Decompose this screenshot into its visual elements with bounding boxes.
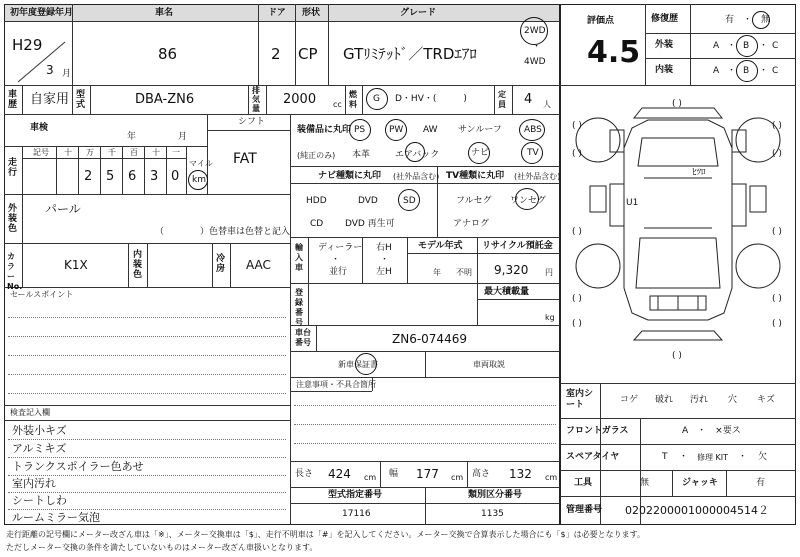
management-label: 管理番号 bbox=[566, 505, 603, 515]
color-label: 外装色 bbox=[8, 204, 18, 234]
capacity-value: 4 bbox=[524, 92, 533, 107]
jack-label: ジャッキ bbox=[682, 478, 718, 488]
displacement-value: 2000 bbox=[283, 92, 317, 107]
interior-color-label: 内装色 bbox=[133, 250, 143, 280]
model-label: 型式 bbox=[76, 90, 86, 110]
reg-slash bbox=[10, 24, 70, 84]
fuel-label: 燃料 bbox=[349, 90, 357, 109]
navi-hdd: HDD bbox=[306, 196, 327, 206]
shaken-year: 年 bbox=[127, 132, 137, 142]
equip-tv: TV bbox=[527, 148, 539, 158]
tv-sub: (社外品含む) bbox=[514, 172, 561, 181]
tv-oneseg: ワンセグ bbox=[510, 196, 547, 206]
displacement-label: 排気量 bbox=[252, 86, 260, 113]
spare-label: スペアタイヤ bbox=[566, 452, 620, 462]
digit-4: 3 bbox=[150, 169, 159, 184]
score-label: 評価点 bbox=[587, 16, 615, 26]
chassis-label: 車台番号 bbox=[295, 328, 311, 347]
tools-value: 無 bbox=[640, 478, 650, 488]
equip-ps: PS bbox=[354, 125, 366, 135]
color-note: （ ）色替車は色替と記入 bbox=[155, 227, 291, 237]
notes-label: 注意事項・不具合箇所 bbox=[296, 380, 376, 389]
chassis-value: ZN6-074469 bbox=[392, 332, 467, 346]
jack-value: 有 bbox=[756, 478, 766, 488]
doors-label: ドア bbox=[268, 8, 286, 18]
equip-pw: PW bbox=[389, 125, 404, 135]
month-unit: 月 bbox=[62, 69, 72, 79]
max-load-label: 最大積載量 bbox=[484, 287, 530, 297]
ac-label: 冷房 bbox=[216, 254, 226, 274]
navi-sub: (社外品含む) bbox=[393, 172, 440, 181]
exterior-label: 外装 bbox=[655, 40, 674, 50]
repair-selected-circle bbox=[752, 11, 770, 29]
inspector-item: トランクスポイラー色あせ bbox=[12, 460, 144, 473]
import-left: 左H bbox=[376, 267, 392, 277]
registration-label: 登録番号 bbox=[295, 288, 303, 327]
diagram-mark: ( ) bbox=[772, 294, 782, 304]
diagram-mark: ( ) bbox=[672, 351, 682, 361]
equip-abs: ABS bbox=[524, 125, 542, 135]
interior-label: 内装 bbox=[655, 65, 674, 75]
inspector-item: シートしわ bbox=[12, 494, 67, 507]
unit-ju: 十 bbox=[152, 148, 160, 157]
digit-2: 5 bbox=[106, 169, 115, 184]
model-value: DBA-ZN6 bbox=[135, 92, 195, 107]
equip-aw: AW bbox=[423, 125, 438, 135]
inspector-label: 検査記入欄 bbox=[10, 408, 50, 417]
navi-sd: SD bbox=[403, 196, 416, 206]
inspector-item: 外装小キズ bbox=[12, 424, 67, 437]
equip-navi: ナビ bbox=[471, 148, 490, 158]
inspector-item: ルームミラー気泡 bbox=[12, 511, 100, 524]
color-code-value: K1X bbox=[64, 258, 88, 272]
diagram-mark: ( ) bbox=[572, 121, 582, 131]
glass-value: A ・ ×要ス bbox=[682, 426, 741, 436]
warranty-new: 新車保証書 bbox=[338, 360, 378, 369]
unit-sen: 千 bbox=[108, 148, 116, 157]
diagram-mark: ( ) bbox=[772, 319, 782, 329]
color-value: パール bbox=[45, 202, 81, 216]
diagram-mark: ( ) bbox=[572, 319, 582, 329]
equip-leather: 本革 bbox=[352, 150, 371, 160]
navi-dvd: DVD bbox=[358, 196, 378, 206]
unit-man: 万 bbox=[86, 148, 94, 157]
equip-airbag: エアバック bbox=[395, 150, 440, 160]
car-name: 86 bbox=[158, 45, 178, 63]
glass-label: フロントガラス bbox=[566, 426, 629, 436]
mile-label: マイル bbox=[189, 159, 213, 168]
footer-line-1: 走行距離の記号欄にメーター改ざん車は「※」、メーター交換車は「$」、走行不明車は「#」を記入してください。メーター交換で合算表示した場合にも「$」は必要となります。 bbox=[6, 530, 645, 539]
type-number-label: 型式指定番号 bbox=[328, 490, 383, 500]
sales-point-label: セールスポイント bbox=[10, 290, 74, 299]
diagram-mark: ( ) bbox=[572, 227, 582, 237]
class-number-value: 1135 bbox=[481, 509, 504, 519]
cc-unit: cc bbox=[333, 100, 342, 109]
tv-analog: アナログ bbox=[453, 219, 490, 229]
repair-label: 修復歴 bbox=[651, 14, 679, 24]
repair-options: 有 ・ 無 bbox=[725, 15, 771, 25]
model-year-unknown: 不明 bbox=[456, 268, 472, 277]
grade-value: GTﾘﾐﾃｯﾄﾞ／TRDｴｱﾛ bbox=[343, 45, 477, 63]
digit-1: 2 bbox=[84, 169, 93, 184]
import-label: 輸入車 bbox=[295, 243, 303, 272]
diagram-mark: ( ) bbox=[672, 99, 682, 109]
seat-label: 室内シート bbox=[566, 389, 594, 410]
inspector-item: 室内汚れ bbox=[12, 477, 56, 490]
category-label: 車歴 bbox=[8, 90, 18, 110]
diagram-mark: ( ) bbox=[572, 149, 582, 159]
import-dealer: ディーラー bbox=[318, 243, 363, 253]
length-value: 424 bbox=[328, 467, 351, 481]
navi-label: ナビ種類に丸印 bbox=[318, 171, 382, 181]
height-label: 高さ bbox=[472, 469, 491, 479]
tv-fullseg: フルセグ bbox=[456, 196, 492, 206]
unit-hyaku: 百 bbox=[130, 148, 138, 157]
model-year-label: モデル年式 bbox=[418, 241, 463, 251]
unit-ichi: 一 bbox=[172, 148, 180, 157]
inspector-item: アルミキズ bbox=[12, 442, 67, 455]
equipment-label: 装備品に丸印 bbox=[297, 125, 352, 135]
tools-label: 工具 bbox=[574, 478, 593, 488]
equip-sunroof: サンルーフ bbox=[458, 125, 502, 135]
digit-5: 0 bbox=[171, 169, 180, 184]
doors-value: 2 bbox=[271, 45, 281, 63]
capacity-unit: 人 bbox=[543, 100, 551, 109]
length-label: 長さ bbox=[295, 469, 314, 479]
diagram-annotation: ﾋﾂﾛ bbox=[692, 168, 706, 178]
width-label: 幅 bbox=[389, 469, 399, 479]
yen-unit: 円 bbox=[545, 268, 553, 277]
unit-symbol: 記号 bbox=[33, 148, 49, 157]
era-year: H29 bbox=[12, 36, 43, 54]
score-value: 4.5 bbox=[587, 35, 641, 70]
category-value: 自家用 bbox=[30, 92, 70, 107]
car-name-label: 車名 bbox=[155, 8, 174, 18]
shape-value: CP bbox=[298, 45, 318, 63]
recycle-value: 9,320 bbox=[494, 263, 529, 277]
shift-value: FAT bbox=[233, 151, 257, 167]
car-diagram bbox=[562, 88, 794, 378]
ac-value: AAC bbox=[246, 258, 271, 272]
first-reg-label: 初年度登録年月 bbox=[10, 8, 74, 18]
diagram-mark: ( ) bbox=[572, 294, 582, 304]
drive-4wd: 4WD bbox=[524, 57, 546, 67]
km-label: km bbox=[192, 175, 206, 185]
footer-line-2: ただしメーター交換の条件を満たしていないものはメーター改ざん車扱いとなります。 bbox=[6, 543, 318, 552]
class-number-label: 類別区分番号 bbox=[468, 490, 523, 500]
diagram-mark: ( ) bbox=[772, 227, 782, 237]
mileage-label: 走行 bbox=[8, 158, 18, 178]
shape-label: 形状 bbox=[302, 8, 321, 18]
reg-month: 3 bbox=[46, 63, 54, 77]
import-parallel: 並行 bbox=[329, 267, 348, 277]
navi-cd: CD bbox=[310, 219, 324, 229]
import-right: 右H bbox=[376, 243, 392, 253]
navi-dvd-play: DVD 再生可 bbox=[345, 219, 395, 229]
diagram-annotation: U1 bbox=[626, 198, 639, 208]
unit-ten: 十 bbox=[64, 148, 72, 157]
warranty-manual: 車両取説 bbox=[473, 360, 505, 369]
fuel-g: G bbox=[373, 94, 380, 104]
fuel-others: D・HV・( ) bbox=[395, 94, 467, 104]
drive-2wd: 2WD bbox=[524, 26, 546, 36]
recycle-label: リサイクル預託金 bbox=[482, 241, 553, 251]
shaken-month: 月 bbox=[178, 132, 188, 142]
shift-label: シフト bbox=[238, 117, 266, 127]
width-value: 177 bbox=[416, 467, 439, 481]
diagram-mark: ( ) bbox=[772, 149, 782, 159]
management-value: 0202200001000004514２ bbox=[625, 504, 769, 517]
shaken-label: 車検 bbox=[30, 123, 49, 133]
tv-label: TV種類に丸印 bbox=[446, 171, 505, 181]
height-value: 132 bbox=[509, 467, 532, 481]
equipment-sub: (純正のみ) bbox=[297, 151, 336, 160]
grade-label: グレード bbox=[400, 8, 437, 18]
kg-unit: kg bbox=[545, 313, 555, 322]
type-number-value: 17116 bbox=[342, 509, 371, 519]
diagram-mark: ( ) bbox=[772, 121, 782, 131]
model-year-year: 年 bbox=[433, 268, 441, 277]
digit-3: 6 bbox=[128, 169, 137, 184]
color-code-label: カラーNo. bbox=[7, 252, 23, 291]
capacity-label: 定員 bbox=[498, 90, 506, 109]
